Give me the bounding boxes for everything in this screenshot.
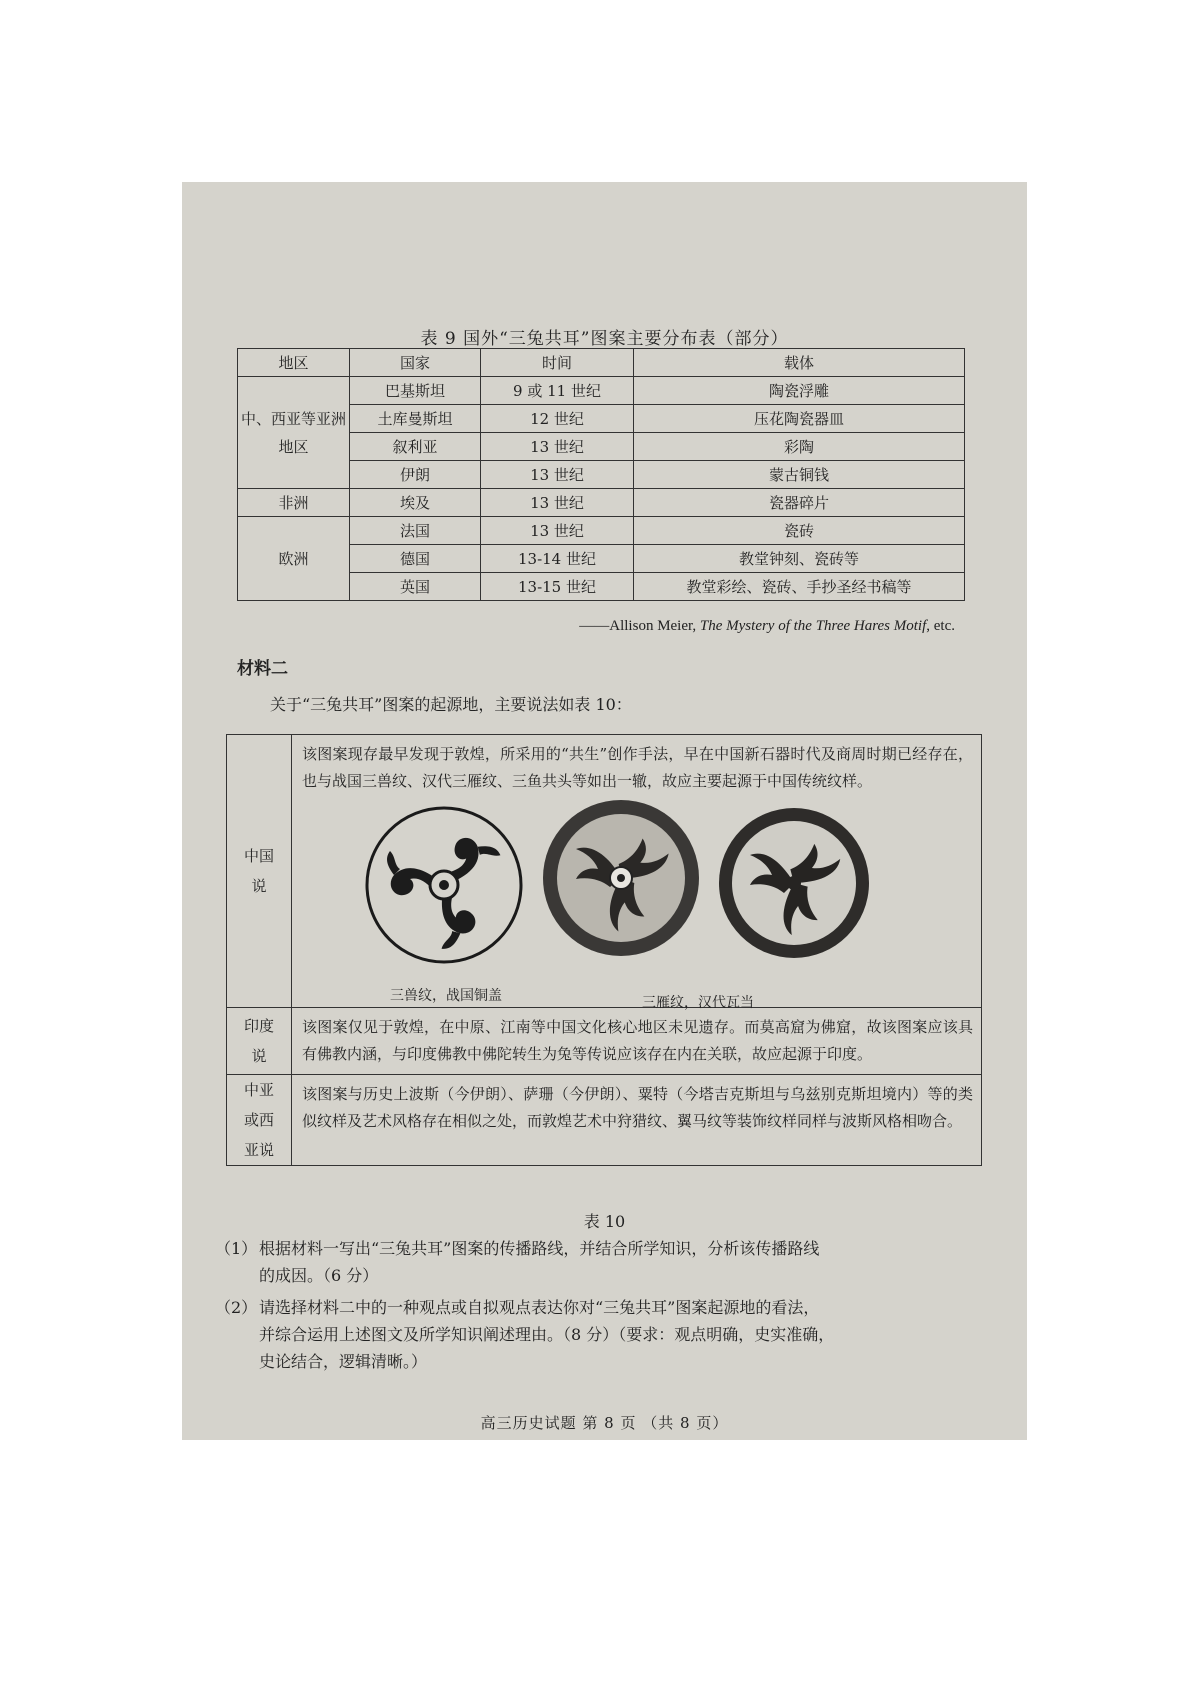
label-line: 亚说 <box>243 1141 274 1159</box>
table-row <box>238 517 965 545</box>
carrier-cell: 瓷器碎片 <box>634 489 965 517</box>
table-row <box>238 489 965 517</box>
time-cell: 9 或 11 世纪 <box>481 377 634 405</box>
table9-header-row <box>238 349 965 377</box>
question-1 <box>215 1235 975 1289</box>
source-suffix: , etc. <box>926 618 955 634</box>
header-carrier: 载体 <box>634 349 965 377</box>
material2-title: 材料二 <box>237 659 288 679</box>
time-cell: 12 世纪 <box>481 405 634 433</box>
country-cell: 德国 <box>350 545 481 573</box>
country-cell: 法国 <box>350 517 481 545</box>
question-line: 史论结合，逻辑清晰。） <box>259 1352 428 1371</box>
region-cell: 中、西亚等亚洲地区 <box>238 377 350 489</box>
table-row <box>238 377 965 405</box>
three-geese-tile-image-2 <box>716 805 872 961</box>
table9 <box>237 348 965 601</box>
table-row <box>227 1075 982 1166</box>
source-prefix: ——Allison Meier, <box>579 618 700 634</box>
pattern-images <box>302 797 973 1011</box>
region-cell: 欧洲 <box>238 517 350 601</box>
time-cell: 13 世纪 <box>481 461 634 489</box>
country-cell: 巴基斯坦 <box>350 377 481 405</box>
label-line: 中国 <box>243 847 274 865</box>
label-line: 说 <box>251 1047 267 1065</box>
row-label-central-west-asia <box>227 1075 292 1166</box>
table10-caption: 表 10 <box>583 1212 626 1231</box>
question-line: 请选择材料二中的一种观点或自拟观点表达你对“三兔共耳”图案起源地的看法， <box>259 1298 820 1317</box>
row-text-china <box>292 735 982 1011</box>
country-cell: 叙利亚 <box>350 433 481 461</box>
question-number: （2） <box>215 1298 258 1317</box>
region-cell: 非洲 <box>238 489 350 517</box>
label-line: 或西 <box>243 1111 274 1129</box>
label-line: 说 <box>251 877 267 895</box>
header-region: 地区 <box>238 349 350 377</box>
question-number: （1） <box>215 1239 258 1258</box>
label-line: 印度 <box>243 1017 274 1035</box>
row-label-china <box>227 735 292 1008</box>
three-beast-bronze-lid-image <box>364 805 524 965</box>
time-cell: 13-15 世纪 <box>481 573 634 601</box>
carrier-cell: 教堂钟刻、瓷砖等 <box>634 545 965 573</box>
question-line: 的成因。（6 分） <box>259 1266 379 1285</box>
caption-three-geese: 三雁纹，汉代瓦当 <box>642 995 754 1011</box>
label-line: 中亚 <box>243 1081 274 1099</box>
country-cell: 土库曼斯坦 <box>350 405 481 433</box>
central-asia-theory-text: 该图案与历史上波斯（今伊朗）、萨珊（今伊朗）、粟特（今塔吉克斯坦与乌兹别克斯坦境内）等的类似纹样及艺术风格存在相似之处，而敦煌艺术中狩猎纹、翼马纹等装饰纹样同样与波斯风格相吻合。 <box>292 1075 982 1166</box>
india-theory-text: 该图案仅见于敦煌，在中原、江南等中国文化核心地区未见遗存。而莫高窟为佛窟，故该图案应该具有佛教内涵，与印度佛教中佛陀转生为兔等传说应该存在内在关联，故应起源于印度。 <box>292 1008 982 1075</box>
carrier-cell: 蒙古铜钱 <box>634 461 965 489</box>
row-label-india <box>227 1008 292 1075</box>
header-country: 国家 <box>350 349 481 377</box>
carrier-cell: 陶瓷浮雕 <box>634 377 965 405</box>
source-title: The Mystery of the Three Hares Motif <box>699 618 927 634</box>
material2-intro: 关于“三兔共耳”图案的起源地，主要说法如表 10： <box>270 695 632 714</box>
china-theory-text: 该图案现存最早发现于敦煌，所采用的“共生”创作手法，早在中国新石器时代及商周时期已经存在，也与战国三兽纹、汉代三雁纹、三鱼共头等如出一辙，故应主要起源于中国传统纹样。 <box>302 745 973 790</box>
time-cell: 13 世纪 <box>481 433 634 461</box>
carrier-cell: 彩陶 <box>634 433 965 461</box>
exam-page <box>182 182 1027 1440</box>
carrier-cell: 教堂彩绘、瓷砖、手抄圣经书稿等 <box>634 573 965 601</box>
country-cell: 英国 <box>350 573 481 601</box>
question-line: 根据材料一写出“三兔共耳”图案的传播路线，并结合所学知识，分析该传播路线 <box>259 1239 820 1258</box>
time-cell: 13 世纪 <box>481 517 634 545</box>
header-time: 时间 <box>481 349 634 377</box>
carrier-cell: 压花陶瓷器皿 <box>634 405 965 433</box>
question-line: 并综合运用上述图文及所学知识阐述理由。（8 分）（要求：观点明确，史实准确， <box>259 1325 835 1344</box>
caption-three-beast: 三兽纹，战国铜盖 <box>390 988 502 1004</box>
country-cell: 伊朗 <box>350 461 481 489</box>
table-row <box>227 735 982 1008</box>
table10 <box>226 734 982 1166</box>
table-row <box>227 1008 982 1075</box>
table9-caption: 表 9 国外“三兔共耳”图案主要分布表（部分） <box>420 329 789 349</box>
country-cell: 埃及 <box>350 489 481 517</box>
page-footer: 高三历史试题 第 8 页 （共 8 页） <box>480 1414 729 1432</box>
three-geese-tile-image <box>540 797 702 959</box>
table9-source <box>579 618 955 635</box>
time-cell: 13 世纪 <box>481 489 634 517</box>
time-cell: 13-14 世纪 <box>481 545 634 573</box>
carrier-cell: 瓷砖 <box>634 517 965 545</box>
question-2 <box>215 1294 975 1375</box>
